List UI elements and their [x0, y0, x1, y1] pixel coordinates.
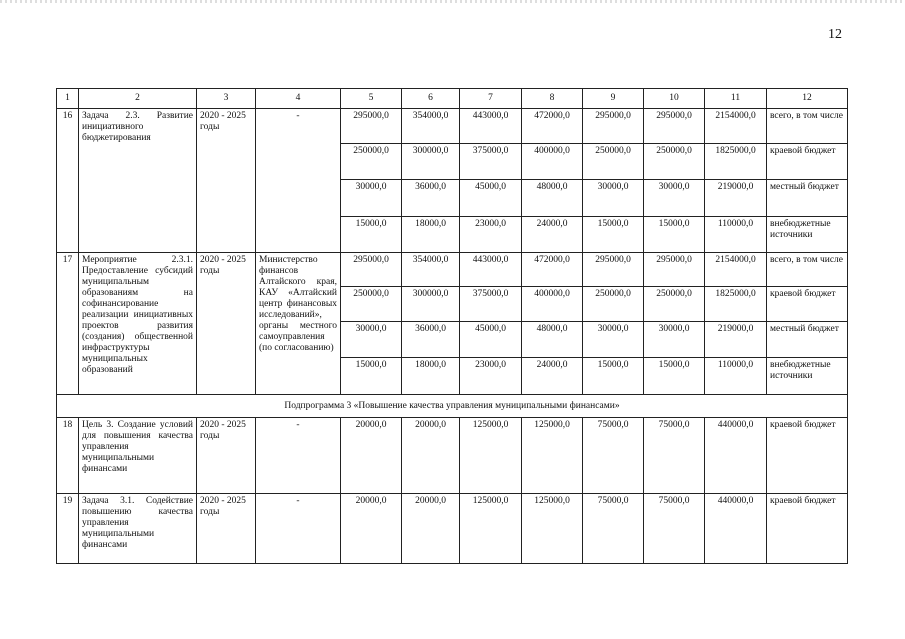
amount-cell: 48000,0	[522, 180, 583, 217]
amount-cell: 250000,0	[644, 144, 705, 180]
amount-cell: 30000,0	[644, 322, 705, 358]
source-cell: всего, в том числе	[767, 109, 848, 144]
row-number-cell: 18	[57, 418, 79, 494]
amount-cell: 75000,0	[583, 418, 644, 494]
amount-cell: 443000,0	[460, 253, 522, 287]
header-cell: 3	[197, 89, 256, 109]
amount-cell: 250000,0	[644, 287, 705, 322]
table-row	[57, 253, 848, 287]
amount-cell: 15000,0	[583, 358, 644, 395]
row-number-cell: 17	[57, 253, 79, 395]
amount-cell: 15000,0	[583, 217, 644, 253]
table-body	[57, 89, 848, 564]
period-cell: 2020 - 2025 годы	[197, 494, 256, 564]
amount-cell: 295000,0	[583, 109, 644, 144]
header-cell: 2	[79, 89, 197, 109]
table-row	[57, 494, 848, 564]
executor-cell: Министерство финансов Алтайского края, КАУ «Алтайский центр финансовых исследований», органы местного самоуправления (по согласованию)	[256, 253, 341, 395]
source-cell: краевой бюджет	[767, 144, 848, 180]
amount-cell: 125000,0	[460, 494, 522, 564]
source-cell: краевой бюджет	[767, 494, 848, 564]
amount-cell: 250000,0	[341, 287, 402, 322]
amount-cell: 30000,0	[583, 180, 644, 217]
amount-cell: 30000,0	[644, 180, 705, 217]
executor-cell: -	[256, 109, 341, 253]
header-row	[57, 89, 848, 109]
subprogram-title: Подпрограмма 3 «Повышение качества управления муниципальными финансами»	[57, 395, 848, 418]
amount-cell: 295000,0	[644, 109, 705, 144]
amount-cell: 20000,0	[341, 494, 402, 564]
amount-cell: 18000,0	[402, 217, 460, 253]
amount-cell: 23000,0	[460, 358, 522, 395]
scan-top-edge	[0, 0, 905, 3]
period-cell: 2020 - 2025 годы	[197, 418, 256, 494]
amount-cell: 24000,0	[522, 217, 583, 253]
amount-cell: 36000,0	[402, 322, 460, 358]
amount-cell: 472000,0	[522, 253, 583, 287]
amount-cell: 20000,0	[341, 418, 402, 494]
amount-cell: 250000,0	[341, 144, 402, 180]
header-cell: 12	[767, 89, 848, 109]
amount-cell: 125000,0	[522, 494, 583, 564]
executor-cell: -	[256, 494, 341, 564]
source-cell: внебюджетные источники	[767, 217, 848, 253]
amount-cell: 472000,0	[522, 109, 583, 144]
amount-cell: 125000,0	[522, 418, 583, 494]
header-cell: 11	[705, 89, 767, 109]
amount-cell: 375000,0	[460, 287, 522, 322]
amount-cell: 30000,0	[341, 180, 402, 217]
amount-cell: 15000,0	[644, 358, 705, 395]
amount-cell: 1825000,0	[705, 287, 767, 322]
amount-cell: 110000,0	[705, 358, 767, 395]
amount-cell: 375000,0	[460, 144, 522, 180]
source-cell: краевой бюджет	[767, 418, 848, 494]
amount-cell: 30000,0	[341, 322, 402, 358]
amount-cell: 75000,0	[644, 418, 705, 494]
amount-cell: 23000,0	[460, 217, 522, 253]
executor-cell: -	[256, 418, 341, 494]
amount-cell: 295000,0	[644, 253, 705, 287]
amount-cell: 295000,0	[341, 109, 402, 144]
amount-cell: 110000,0	[705, 217, 767, 253]
amount-cell: 354000,0	[402, 109, 460, 144]
amount-cell: 15000,0	[341, 217, 402, 253]
source-cell: краевой бюджет	[767, 287, 848, 322]
amount-cell: 440000,0	[705, 494, 767, 564]
period-cell: 2020 - 2025 годы	[197, 253, 256, 395]
amount-cell: 30000,0	[583, 322, 644, 358]
amount-cell: 24000,0	[522, 358, 583, 395]
amount-cell: 45000,0	[460, 322, 522, 358]
amount-cell: 20000,0	[402, 418, 460, 494]
budget-table	[56, 88, 848, 564]
header-cell: 9	[583, 89, 644, 109]
amount-cell: 219000,0	[705, 180, 767, 217]
header-cell: 7	[460, 89, 522, 109]
amount-cell: 250000,0	[583, 144, 644, 180]
amount-cell: 15000,0	[644, 217, 705, 253]
amount-cell: 295000,0	[341, 253, 402, 287]
page-number: 12	[828, 27, 842, 42]
amount-cell: 400000,0	[522, 144, 583, 180]
amount-cell: 18000,0	[402, 358, 460, 395]
amount-cell: 20000,0	[402, 494, 460, 564]
amount-cell: 15000,0	[341, 358, 402, 395]
item-name-cell: Цель 3. Создание условий для повышения качества управления муниципальными финансами	[79, 418, 197, 494]
source-cell: местный бюджет	[767, 180, 848, 217]
amount-cell: 48000,0	[522, 322, 583, 358]
amount-cell: 440000,0	[705, 418, 767, 494]
amount-cell: 443000,0	[460, 109, 522, 144]
amount-cell: 354000,0	[402, 253, 460, 287]
amount-cell: 295000,0	[583, 253, 644, 287]
table-row	[57, 418, 848, 494]
row-number-cell: 19	[57, 494, 79, 564]
header-cell: 5	[341, 89, 402, 109]
amount-cell: 1825000,0	[705, 144, 767, 180]
subprogram-row	[57, 395, 848, 418]
amount-cell: 300000,0	[402, 287, 460, 322]
amount-cell: 2154000,0	[705, 253, 767, 287]
source-cell: местный бюджет	[767, 322, 848, 358]
period-cell: 2020 - 2025 годы	[197, 109, 256, 253]
amount-cell: 125000,0	[460, 418, 522, 494]
table-row	[57, 109, 848, 144]
amount-cell: 75000,0	[583, 494, 644, 564]
amount-cell: 45000,0	[460, 180, 522, 217]
amount-cell: 400000,0	[522, 287, 583, 322]
header-cell: 10	[644, 89, 705, 109]
amount-cell: 300000,0	[402, 144, 460, 180]
header-cell: 8	[522, 89, 583, 109]
header-cell: 1	[57, 89, 79, 109]
item-name-cell: Задача 3.1. Содействие повышению качества управления муниципальными финансами	[79, 494, 197, 564]
source-cell: внебюджетные источники	[767, 358, 848, 395]
amount-cell: 2154000,0	[705, 109, 767, 144]
source-cell: всего, в том числе	[767, 253, 848, 287]
header-cell: 6	[402, 89, 460, 109]
amount-cell: 250000,0	[583, 287, 644, 322]
item-name-cell: Задача 2.3. Развитие инициативного бюджетирования	[79, 109, 197, 253]
row-number-cell: 16	[57, 109, 79, 253]
amount-cell: 75000,0	[644, 494, 705, 564]
item-name-cell: Мероприятие 2.3.1. Предоставление субсидий муниципальным образованиям на софинансирование реализации инициативных проектов развития (создания) общественной инфраструктуры муниципальных образований	[79, 253, 197, 395]
amount-cell: 36000,0	[402, 180, 460, 217]
header-cell: 4	[256, 89, 341, 109]
amount-cell: 219000,0	[705, 322, 767, 358]
